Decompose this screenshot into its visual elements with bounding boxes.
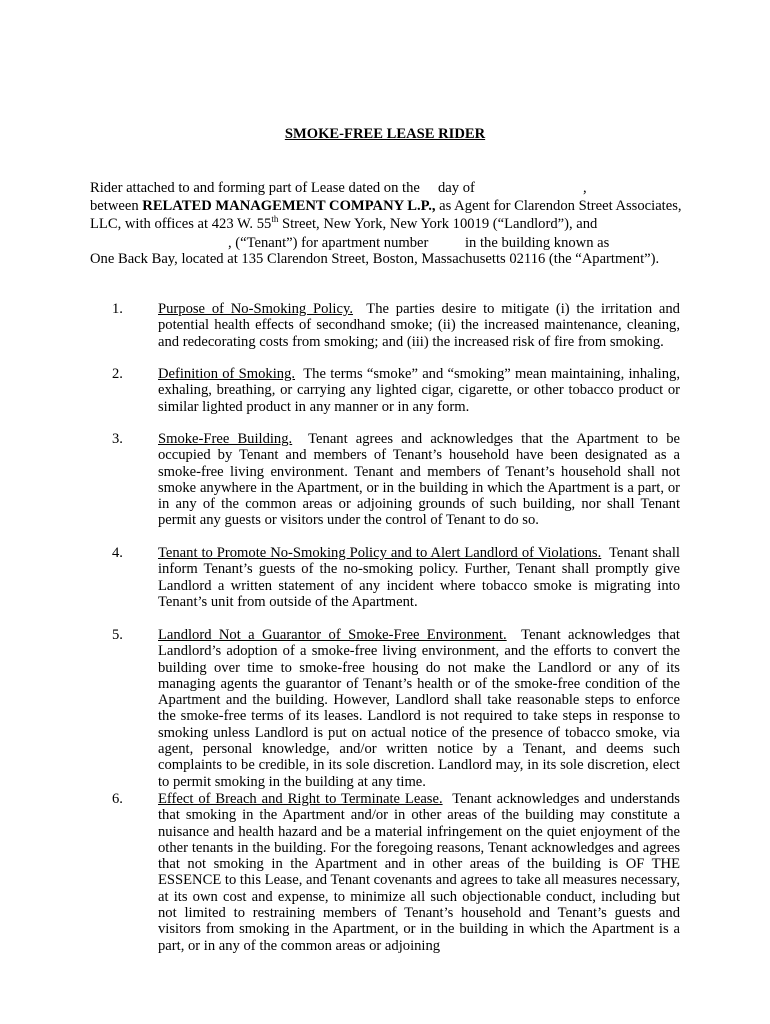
item-2-body bbox=[158, 366, 680, 415]
intro-line-2a: between bbox=[90, 198, 143, 214]
item-1-text: The parties desire to mitigate (i) the irritation and potential health effects of secondhand smoke; (ii) the increased maintenance, cleaning, and redecorating costs from smoking; and (iii) the increased risk of fire from smoking. bbox=[158, 301, 680, 350]
intro-line-3b: Street, New York, New York 10019 (“Landlord”), and bbox=[278, 216, 598, 232]
item-2-number: 2. bbox=[112, 366, 123, 382]
intro-line-3a: LLC, with offices at 423 W. 55 bbox=[90, 216, 272, 232]
intro-line-1b: day of bbox=[438, 180, 475, 196]
intro-company-name: RELATED MANAGEMENT COMPANY L.P., bbox=[142, 198, 436, 214]
item-4-body bbox=[158, 545, 680, 610]
item-5-number: 5. bbox=[112, 627, 123, 643]
item-2-text: The terms “smoke” and “smoking” mean maintaining, inhaling, exhaling, breathing, or carrying any lighted cigar, cigarette, or other tobacco product or similar lighted product in any manner or in any form. bbox=[158, 366, 680, 415]
item-6-number: 6. bbox=[112, 791, 123, 807]
item-3-body bbox=[158, 431, 680, 529]
item-4-number: 4. bbox=[112, 545, 123, 561]
item-3-text: Tenant agrees and acknowledges that the Apartment to be occupied by Tenant and members of Tenant’s household have been designated as a smoke-free living environment. Tenant and members of Tenant’s household shall not smoke anywhere in the Apartment, or in the building in which the Apartment is a part, or in any of the common areas or adjoining grounds of such building, nor shall Tenant permit any guests or visitors under the control of Tenant to do so. bbox=[158, 431, 680, 529]
item-6-text: Tenant acknowledges and understands that smoking in the Apartment and/or in other areas of the building may constitute a nuisance and health hazard and be a material infringement on the quiet enjoyment of the other tenants in the building. For the foregoing reasons, Tenant acknowledges and agrees that not smoking in the Apartment and in other areas of the building is OF THE ESSENCE to this Lease, and Tenant covenants and agrees to take all measures necessary, at its own cost and expense, to minimize all such objectionable conduct, including but not limited to restraining members of Tenant’s household and Tenant’s guests and visitors from smoking in the Apartment, or in the building in which the Apartment is a part, or in any of the common areas or adjoining bbox=[158, 791, 680, 954]
intro-line-1a: Rider attached to and forming part of Lease dated on the bbox=[90, 180, 420, 196]
item-1-number: 1. bbox=[112, 301, 123, 317]
item-5-text: Tenant acknowledges that Landlord’s adoption of a smoke-free living environment, and the efforts to convert the building over time to smoke-free housing do not make the Landlord or any of its managing agents the guarantor of Tenant’s health or of the smoke-free condition of the Apartment and the building. However, Landlord shall take reasonable steps to enforce the smoke-free terms of its leases. Landlord is not required to take steps in response to smoking unless Landlord is put on actual notice of the presence of tobacco smoke, via agent, personal knowledge, and/or written notice by a Tenant, and deems such complaints to be credible, in its sole discretion. Landlord may, in its sole discretion, elect to permit smoking in the building at any time. bbox=[158, 627, 680, 790]
item-2-heading: Definition of Smoking. bbox=[158, 366, 296, 382]
item-3-number: 3. bbox=[112, 431, 123, 447]
item-3-heading: Smoke-Free Building. bbox=[158, 431, 293, 447]
intro-line-4a: , (“Tenant”) for apartment number bbox=[228, 235, 429, 251]
intro-line-1c: , bbox=[583, 180, 587, 196]
item-5-body bbox=[158, 627, 680, 790]
intro-line-5: One Back Bay, located at 135 Clarendon Street, Boston, Massachusetts 02116 (the “Apartment”). bbox=[90, 251, 660, 267]
item-5-heading: Landlord Not a Guarantor of Smoke-Free Environment. bbox=[158, 627, 507, 643]
intro-line-4b: in the building known as bbox=[465, 235, 610, 251]
intro-line-2 bbox=[90, 198, 682, 214]
item-4-heading: Tenant to Promote No-Smoking Policy and to Alert Landlord of Violations. bbox=[158, 545, 602, 561]
item-4-text: Tenant shall inform Tenant’s guests of the no-smoking policy. Further, Tenant shall promptly give Landlord a written statement of any incident where tobacco smoke is migrating into Tenant’s unit from outside of the Apartment. bbox=[158, 545, 680, 610]
document-title: SMOKE-FREE LEASE RIDER bbox=[284, 126, 486, 142]
item-6-body bbox=[158, 791, 680, 954]
intro-line-3-sup: th bbox=[271, 214, 279, 225]
item-1-body bbox=[158, 301, 680, 350]
item-1-heading: Purpose of No-Smoking Policy. bbox=[158, 301, 353, 317]
intro-line-3 bbox=[90, 216, 597, 232]
intro-line-2b: as Agent for Clarendon Street Associates, bbox=[435, 198, 682, 214]
item-6-heading: Effect of Breach and Right to Terminate Lease. bbox=[158, 791, 443, 807]
